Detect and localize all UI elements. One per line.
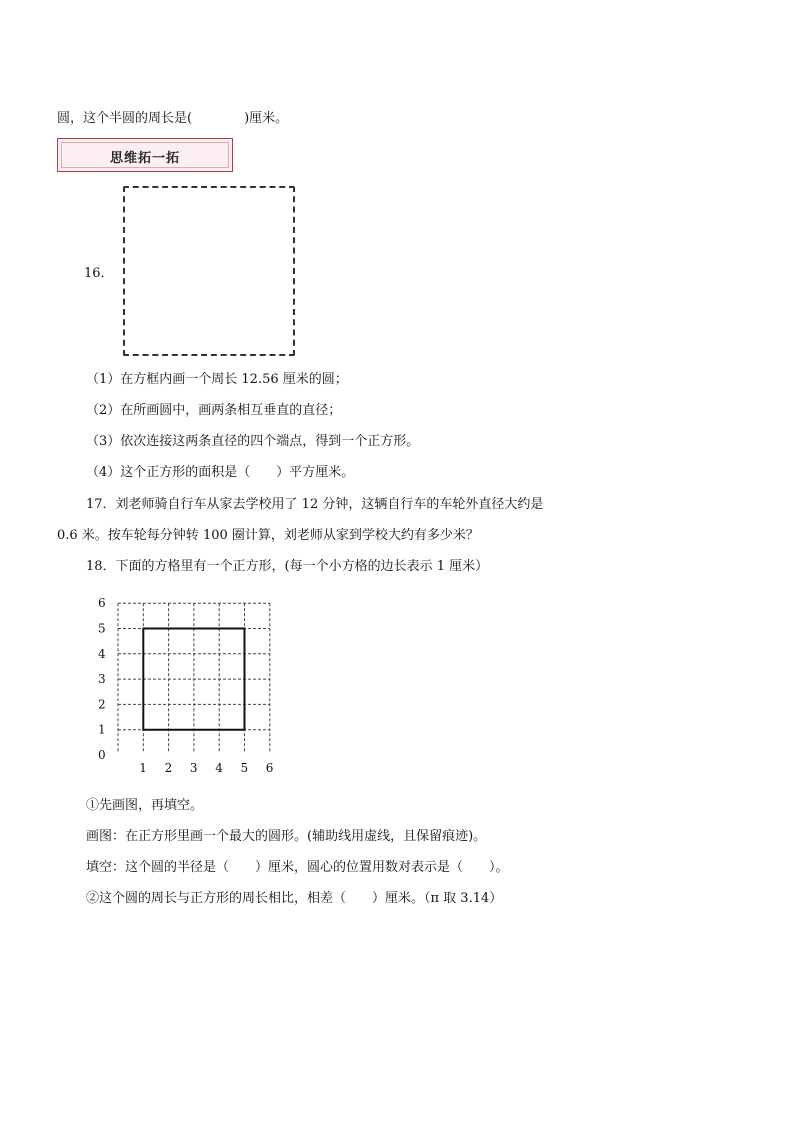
y-tick-label: 2 [98, 697, 106, 712]
q18-draw-instruction: 画图：在正方形里画一个最大的圆形。(辅助线用虚线，且保留痕迹)。 [86, 829, 487, 844]
q16-drawing-box[interactable] [123, 186, 295, 356]
q16-number: 16． [84, 266, 114, 281]
q17-line-1: 17．刘老师骑自行车从家去学校用了 12 分钟，这辆自行车的车轮外直径大约是 [86, 497, 544, 512]
x-tick-label: 2 [164, 761, 173, 775]
q17-line-2: 0.6 米。按车轮每分钟转 100 圈计算，刘老师从家到学校大约有多少米？ [57, 528, 479, 543]
y-tick-label: 5 [98, 621, 106, 636]
y-tick-label: 4 [98, 646, 106, 661]
q16-item-3: （3）依次连接这两条直径的四个端点，得到一个正方形。 [86, 434, 420, 449]
x-tick-label: 3 [189, 761, 198, 775]
q18-intro: 18．下面的方格里有一个正方形，(每一个小方格的边长表示 1 厘米） [86, 559, 489, 574]
q18-grid[interactable] [80, 585, 290, 785]
section-banner-label: 思维拓一拓 [109, 151, 180, 166]
q16-item-2: （2）在所画圆中，画两条相互垂直的直径； [86, 403, 342, 418]
q15-tail: 圆，这个半圆的周长是( )厘米。 [57, 111, 289, 126]
grid-labels [98, 596, 273, 775]
section-banner [57, 138, 233, 172]
x-tick-label: 1 [139, 761, 147, 775]
y-tick-label: 0 [98, 748, 106, 762]
q18-part-1: ①先画图，再填空。 [86, 798, 204, 813]
q18-part-2: ②这个圆的周长与正方形的周长相比，相差（ ）厘米。（π 取 3.14） [86, 891, 503, 906]
q18-fill-instruction: 填空：这个圆的半径是（ ）厘米，圆心的位置用数对表示是（ ）。 [86, 860, 509, 875]
y-tick-label: 6 [98, 596, 106, 611]
x-tick-label: 5 [240, 761, 249, 775]
q16-item-1: （1）在方框内画一个周长 12.56 厘米的圆； [86, 372, 348, 387]
q16-item-4: （4）这个正方形的面积是（ ）平方厘米。 [86, 465, 355, 480]
y-tick-label: 3 [98, 672, 106, 687]
x-tick-label: 6 [265, 761, 274, 775]
y-tick-label: 1 [98, 722, 106, 737]
x-tick-label: 4 [215, 761, 223, 775]
